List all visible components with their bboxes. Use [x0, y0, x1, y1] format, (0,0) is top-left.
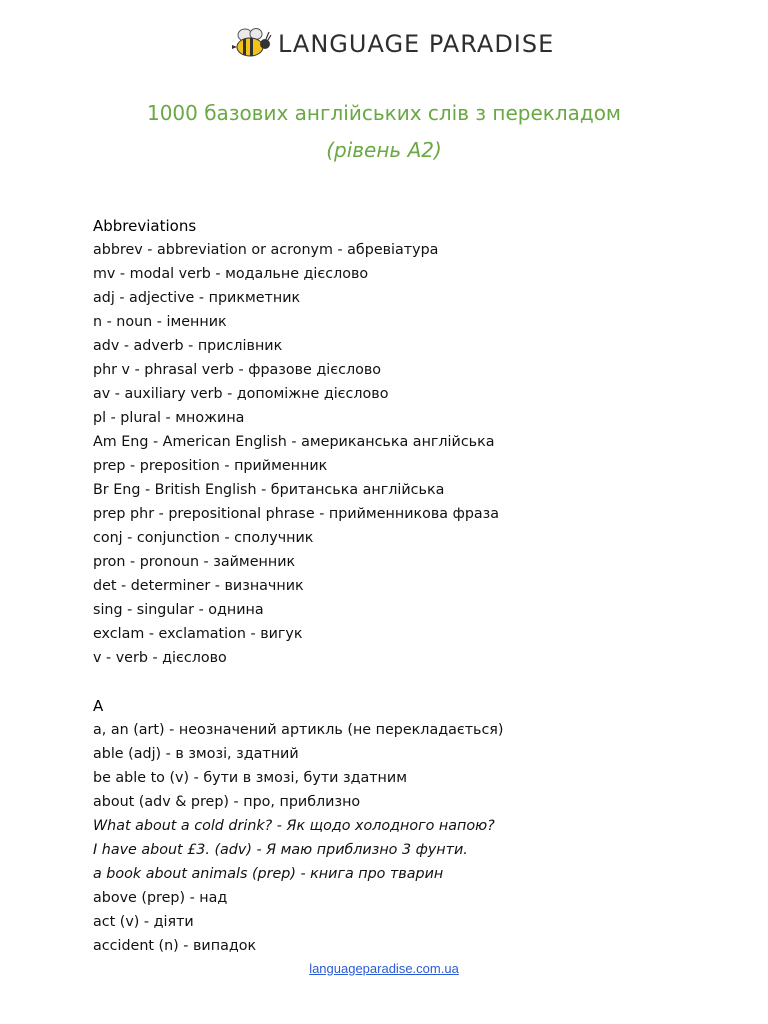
abbreviation-item: Br Eng - British English - британська англійська [93, 482, 445, 498]
word-entry: about (adv & prep) - про, приблизно [93, 794, 361, 810]
abbreviation-item: mv - modal verb - модальне дієслово [93, 266, 369, 282]
abbreviations-heading: Abbreviations [93, 217, 197, 235]
word-entry: be able to (v) - бути в змозі, бути здатним [93, 770, 407, 786]
section-spacer [93, 670, 733, 694]
abbreviation-item: conj - conjunction - сполучник [93, 530, 314, 546]
website-link[interactable]: languageparadise.com.ua [309, 961, 459, 976]
abbreviation-item: n - noun - іменник [93, 314, 227, 330]
brand-logo [232, 26, 554, 62]
abbreviation-item: pl - plural - множина [93, 410, 245, 426]
abbreviation-item: prep phr - prepositional phrase - прийменникова фраза [93, 506, 500, 522]
abbreviation-item: prep - preposition - прийменник [93, 458, 328, 474]
word-entry: a, an (art) - неозначений артикль (не перекладається) [93, 722, 504, 738]
word-entry: act (v) - діяти [93, 914, 194, 930]
abbreviation-item: det - determiner - визначник [93, 578, 304, 594]
section-a-heading: A [93, 697, 104, 715]
page-footer [0, 961, 768, 976]
word-list [93, 214, 733, 958]
abbreviation-item: adj - adjective - прикметник [93, 290, 301, 306]
word-entry: accident (n) - випадок [93, 938, 257, 954]
abbreviation-item: exclam - exclamation - вигук [93, 626, 303, 642]
word-entry: able (adj) - в змозі, здатний [93, 746, 299, 762]
brand-name: LANGUAGE PARADISE [278, 30, 555, 58]
abbreviation-item: phr v - phrasal verb - фразове дієслово [93, 362, 382, 378]
abbreviation-item: Am Eng - American English - американська англійська [93, 434, 495, 450]
abbreviation-item: adv - adverb - прислівник [93, 338, 283, 354]
document-title: 1000 базових англійських слів з перекладом [146, 101, 622, 125]
bee-icon [232, 26, 272, 62]
abbreviation-item: sing - singular - однина [93, 602, 264, 618]
abbreviation-item: pron - pronoun - займенник [93, 554, 296, 570]
example-sentence: What about a cold drink? - Як щодо холодного напою? [93, 818, 495, 834]
abbreviation-item: abbrev - abbreviation or acronym - абревіатура [93, 242, 439, 258]
word-entry: above (prep) - над [93, 890, 228, 906]
example-sentence: I have about £3. (adv) - Я маю приблизно 3 фунти. [93, 842, 468, 858]
abbreviation-item: av - auxiliary verb - допоміжне дієслово [93, 386, 389, 402]
example-sentence: a book about animals (prep) - книга про тварин [93, 866, 444, 882]
abbreviation-item: v - verb - дієслово [93, 650, 227, 666]
document-subtitle: (рівень А2) [326, 138, 442, 162]
